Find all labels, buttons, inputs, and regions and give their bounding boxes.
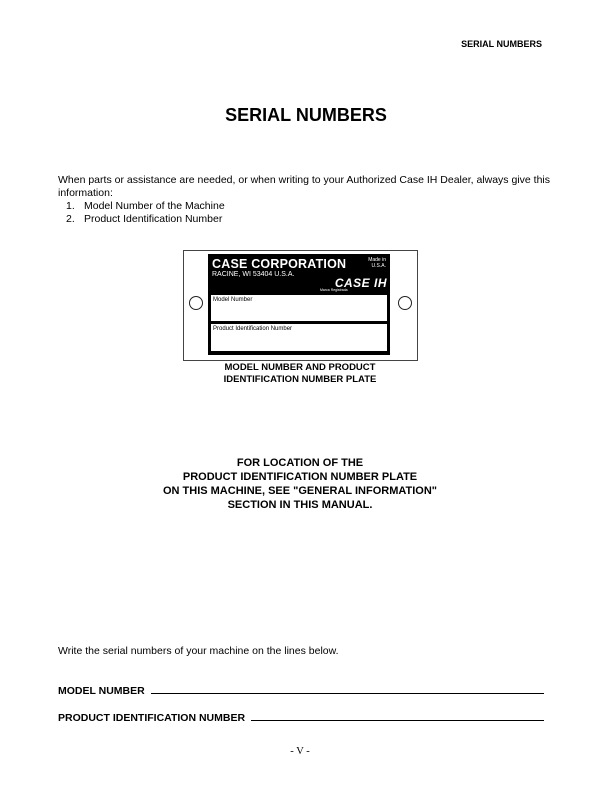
plate-caption-line: IDENTIFICATION NUMBER PLATE	[223, 374, 377, 385]
plate-model-field	[211, 295, 387, 321]
write-instruction: Write the serial numbers of your machine on the lines below.	[58, 645, 339, 657]
location-note-line: PRODUCT IDENTIFICATION NUMBER PLATE	[182, 471, 418, 483]
plate-made-in: Made in U.S.A.	[368, 257, 386, 269]
pin-line	[251, 720, 544, 721]
running-header: SERIAL NUMBERS	[461, 39, 542, 49]
list-item-number: 1.	[66, 200, 75, 212]
list-item-text: Model Number of the Machine	[84, 200, 225, 212]
mounting-hole-icon	[398, 296, 412, 310]
model-number-record	[58, 683, 544, 697]
plate-caption	[0, 362, 600, 386]
list-item	[66, 200, 225, 213]
list-item-number: 2.	[66, 213, 75, 225]
model-number-line	[151, 693, 544, 694]
case-ih-logo: CASE IH	[334, 276, 387, 290]
plate-address: RACINE, WI 53404 U.S.A.	[212, 271, 295, 278]
plate-company-name: CASE CORPORATION	[212, 257, 347, 271]
plate-pin-field	[211, 324, 387, 351]
plate-caption-line: MODEL NUMBER AND PRODUCT	[224, 362, 376, 373]
intro-paragraph: When parts or assistance are needed, or when writing to your Authorized Case IH Dealer, always give this information:	[58, 174, 550, 199]
plate-pin-label: Product Identification Number	[213, 326, 293, 332]
list-item-text: Product Identification Number	[84, 213, 223, 225]
location-note-line: SECTION IN THIS MANUAL.	[227, 499, 373, 511]
page-title: SERIAL NUMBERS	[225, 105, 387, 125]
mounting-hole-icon	[189, 296, 203, 310]
page-number: - V -	[290, 746, 310, 757]
info-list	[66, 200, 225, 226]
plate-trademark-note: Marca Registrada	[320, 288, 348, 292]
pin-record	[58, 710, 544, 724]
identification-plate	[183, 250, 418, 361]
location-note	[0, 456, 600, 512]
plate-face	[208, 254, 390, 355]
location-note-line: FOR LOCATION OF THE	[236, 457, 364, 469]
list-item	[66, 213, 225, 226]
pin-label: PRODUCT IDENTIFICATION NUMBER	[58, 712, 246, 724]
location-note-line: ON THIS MACHINE, SEE "GENERAL INFORMATION"	[162, 485, 438, 497]
model-number-label: MODEL NUMBER	[58, 685, 145, 697]
plate-model-label: Model Number	[213, 297, 253, 303]
